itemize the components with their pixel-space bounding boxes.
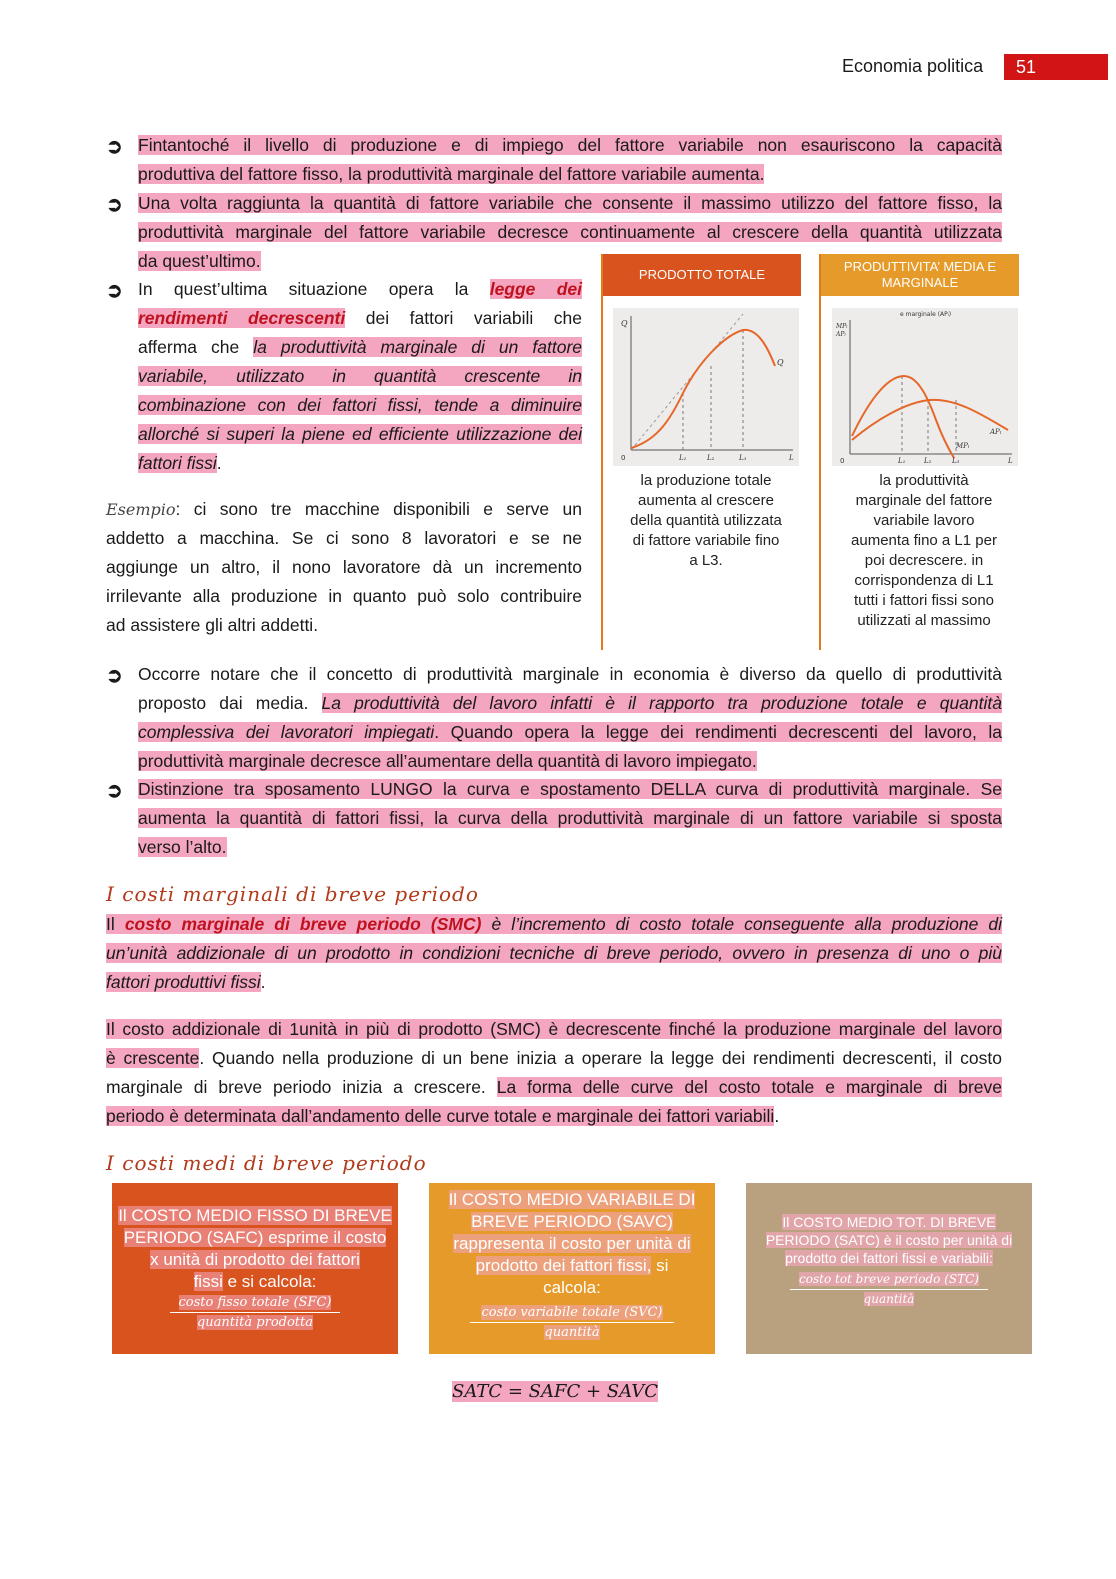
mp-caption-line: poi decrescere. in (864, 552, 984, 569)
tp-tick-l3: L₃ (739, 454, 747, 462)
smc-line1c: è l’incremento di costo totale conseguente alla produzione di (481, 914, 1002, 934)
satc-fraction (789, 1270, 989, 1309)
bullet-paragraph-3 (138, 660, 1002, 776)
bullet3-line4: produttività marginale decresce all’aumentare della quantità di lavoro impiegato. (138, 751, 757, 771)
law-line7: fattori fissi (138, 453, 217, 473)
law-term-a: legge dei (489, 279, 583, 299)
productivity-caption (824, 471, 1024, 631)
smc-definition: Il costo marginale di breve periodo (SMC) è l’incremento di costo totale conseguente alla produzione di un’unità addizionale di un prodotto in condizioni tecniche di breve periodo, ovvero in presenza di uno o più fattori produttivi fissi. (106, 914, 1002, 992)
tp-caption-line: della quantità utilizzata (630, 512, 782, 529)
savc-box (429, 1183, 715, 1354)
law-line5: combinazione con dei fattori fissi, tende a diminuire (138, 395, 582, 415)
mp-caption-line: marginale del fattore (855, 492, 993, 509)
savc-line3: rappresenta il costo per unità di (453, 1234, 691, 1253)
smc-exp-line3a: marginale di breve periodo inizia a crescere. (106, 1077, 497, 1097)
tp-origin-label: 0 (621, 454, 626, 462)
mp-caption-line: variabile lavoro (873, 512, 975, 529)
satc-denominator: quantità (863, 1292, 915, 1306)
example-paragraph (106, 495, 582, 640)
bullet2-line1: Una volta raggiunta la quantità di fattore variabile che consente il massimo utilizzo del fattore fisso, la (138, 193, 1002, 213)
productivity-panel-title: PRODUTTIVITA’ MEDIA E MARGINALE (821, 254, 1019, 296)
safc-line2: PERIODO (SAFC) esprime il costo (123, 1228, 387, 1247)
smc-line3: fattori produttivi fissi (106, 972, 261, 992)
arrow-bullet-icon: ➲ (106, 136, 123, 158)
savc-line4b: si (651, 1256, 669, 1275)
smc-exp-line2b: . Quando nella produzione di un bene inizia a operare la legge dei rendimenti decrescenti, il costo (199, 1048, 1002, 1068)
example-line1: : ci sono tre macchine disponibili e serve un (175, 499, 582, 519)
arrow-bullet-icon: ➲ (106, 194, 123, 216)
safc-line4b: e si calcola: (222, 1272, 317, 1291)
tp-x-label: L (789, 454, 794, 462)
bullet3-line3b: . Quando opera la legge dei rendimenti decrescenti del lavoro, la (434, 722, 1003, 742)
smc-explanation: Il costo addizionale di 1unità in più di prodotto (SMC) è decrescente finché la produzione marginale del lavoro è crescente. Quando nella produzione di un bene inizia a operare la legge dei rendimenti decrescenti, il costo marginale di breve periodo inizia a crescere. La forma delle curve del costo totale e marginale di breve periodo è determinata dall’andamento delle curve totale e marginale dei fattori variabili. (106, 1019, 1002, 1126)
law-line1a: In quest’ultima situazione opera la (138, 279, 490, 299)
chart-background (613, 308, 799, 466)
page-number: 51 (1004, 54, 1108, 80)
arrow-bullet-icon: ➲ (106, 665, 123, 687)
tp-y-label: Q (621, 319, 628, 328)
smc-exp-line4: periodo è determinata dall’andamento delle curve totale e marginale dei fattori variabili (106, 1106, 775, 1126)
savc-line1: Il COSTO MEDIO VARIABILE DI (448, 1190, 696, 1209)
savc-denominator: quantità (544, 1325, 600, 1340)
bullet-paragraph-4 (138, 775, 1002, 862)
ap-y-label: APₗ (836, 331, 846, 338)
savc-line5: calcola: (543, 1278, 601, 1297)
running-header-title: Economia politica (842, 56, 984, 76)
law-term-b: rendimenti decrescenti (138, 308, 346, 328)
satc-formula-text: SATC = SAFC + SAVC (452, 1381, 658, 1402)
law-line2b: dei fattori variabili che (345, 308, 582, 328)
smc-line2: un’unità addizionale di un prodotto in condizioni tecniche di breve periodo, ovvero in presenza di uno o più (106, 943, 1002, 963)
law-paragraph: In quest’ultima situazione opera la legge dei rendimenti decrescenti dei fattori variabili che afferma che la produttività marginale di un fattore variabile, utilizzato in quantità crescente in combinazione con dei fattori fissi, tende a diminuire allorché si superi la piene ed efficiente utilizzazione dei fattori fissi. (138, 279, 583, 473)
ap-curve-label: APₗ (990, 428, 1002, 436)
total-product-chart (613, 308, 799, 466)
bullet3-line2b: La produttività del lavoro infatti è il rapporto tra produzione totale e quantità (321, 693, 1002, 713)
smc-line1a: Il (106, 914, 125, 934)
smc-term: costo marginale di breve periodo (SMC) (124, 914, 482, 934)
tp-caption-line: a L3. (689, 552, 723, 569)
savc-line4a: prodotto dei fattori fissi, (475, 1256, 652, 1275)
mp-origin-label: 0 (840, 457, 845, 465)
satc-line2: PERIODO (SATC) è il costo per unità di (765, 1232, 1013, 1248)
mp-caption-line: utilizzati al massimo (857, 612, 991, 629)
mp-caption-line: tutti i fattori fissi sono (853, 592, 995, 609)
satc-numerator: costo tot breve periodo (STC) (799, 1272, 979, 1286)
bullet1-line1: Fintantoché il livello di produzione e di impiego del fattore variabile non esauriscono la capacità (138, 135, 1002, 155)
law-line6: allorché si superi la piene ed efficiente utilizzazione dei (138, 424, 582, 444)
arrow-bullet-icon: ➲ (106, 280, 123, 302)
safc-line4a: fissi (193, 1272, 223, 1291)
bullet2-line2: produttività marginale del fattore variabile decresce continuamente al crescere della quantità utilizzata (138, 222, 1002, 242)
bullet-paragraph-1 (138, 131, 1002, 189)
bullet3-line2a: proposto dai media. (138, 693, 322, 713)
tp-tick-l2: L₂ (707, 454, 715, 462)
mp-tick-l1: L₁ (898, 457, 906, 465)
mp-tick-l2: L₂ (924, 457, 932, 465)
example-label: Esempio (106, 500, 176, 519)
savc-fraction (469, 1303, 675, 1342)
total-product-panel-title: PRODOTTO TOTALE (603, 254, 801, 296)
safc-line3: x unità di prodotto dei fattori (150, 1250, 360, 1269)
bullet2-line3: da quest’ultimo. (138, 251, 261, 271)
section-heading-average-costs: I costi medi di breve periodo (106, 1151, 427, 1175)
safc-denominator: quantità prodotta (196, 1315, 314, 1330)
law-line3a: afferma che (138, 337, 254, 357)
example-line5: ad assistere gli altri addetti. (106, 615, 319, 635)
smc-exp-line1: Il costo addizionale di 1unità in più di prodotto (SMC) è decrescente finché la produzione marginale del lavoro (106, 1019, 1002, 1039)
satc-box (746, 1183, 1032, 1354)
mp-x-label: L (1008, 457, 1013, 465)
bullet4-line3: verso l’alto. (138, 837, 227, 857)
mp-curve-label: MPₗ (956, 442, 970, 450)
smc-exp-line3b: La forma delle curve del costo totale e marginale di breve (496, 1077, 1002, 1097)
mp-caption-line: aumenta fino a L1 per (851, 532, 997, 549)
example-line3: aggiunge un altro, il nono lavoratore dà un incremento (106, 557, 582, 577)
mp-tick-l3: L₃ (952, 457, 960, 465)
safc-line1: Il COSTO MEDIO FISSO DI BREVE (118, 1206, 392, 1225)
satc-line3: prodotto dei fattori fissi e variabili: (785, 1250, 993, 1266)
law-line3b: la produttività marginale di un fattore (253, 337, 583, 357)
tp-caption-line: di fattore variabile fino (632, 532, 780, 549)
mp-caption-line: la produttività (879, 472, 969, 489)
arrow-bullet-icon: ➲ (106, 780, 123, 802)
bullet4-line2: aumenta la quantità di fattori fissi, la curva della produttività marginale di un fattore variabile si sposta (138, 808, 1002, 828)
tp-caption-line: la produzione totale (640, 472, 772, 489)
mp-y-label: MPₗ (836, 323, 848, 330)
savc-line2: BREVE PERIODO (SAVC) (471, 1212, 673, 1231)
bullet3-line1: Occorre notare che il concetto di produttività marginale in economia è diverso da quello di produttività (138, 664, 1002, 684)
satc-formula (452, 1381, 658, 1402)
smc-exp-line2a: è crescente (106, 1048, 200, 1068)
tp-tick-l1: L₁ (679, 454, 687, 462)
productivity-chart (832, 308, 1018, 466)
bullet3-line3a: complessiva dei lavoratori impiegati (138, 722, 435, 742)
safc-numerator: costo fisso totale (SFC) (178, 1295, 332, 1310)
bullet4-line1: Distinzione tra sposamento LUNGO la curva e spostamento DELLA curva di produttività marginale. Se (138, 779, 1002, 799)
example-line2: addetto a macchina. Se ci sono 8 lavoratori e se ne (106, 528, 582, 548)
bullet1-line2: produttiva del fattore fisso, la produttività marginale del fattore variabile aumenta. (138, 164, 765, 184)
mp-top-label: e marginale (APₗ) (900, 311, 952, 318)
savc-numerator: costo variabile totale (SVC) (481, 1305, 663, 1320)
example-line4: irrilevante alla produzione in quanto può solo contribuire (106, 586, 582, 606)
safc-fraction (169, 1293, 341, 1332)
section-heading-marginal-costs: I costi marginali di breve periodo (106, 882, 479, 906)
total-product-caption (606, 471, 806, 571)
satc-line1: Il COSTO MEDIO TOT. DI BREVE (782, 1214, 996, 1230)
law-line4: variabile, utilizzato in quantità crescente in (138, 366, 582, 386)
safc-box (112, 1183, 398, 1354)
mp-caption-line: corrispondenza di L1 (854, 572, 994, 589)
tp-caption-line: aumenta al crescere (638, 492, 774, 509)
chart-background (832, 308, 1018, 466)
tp-curve-label: Q (777, 358, 784, 367)
